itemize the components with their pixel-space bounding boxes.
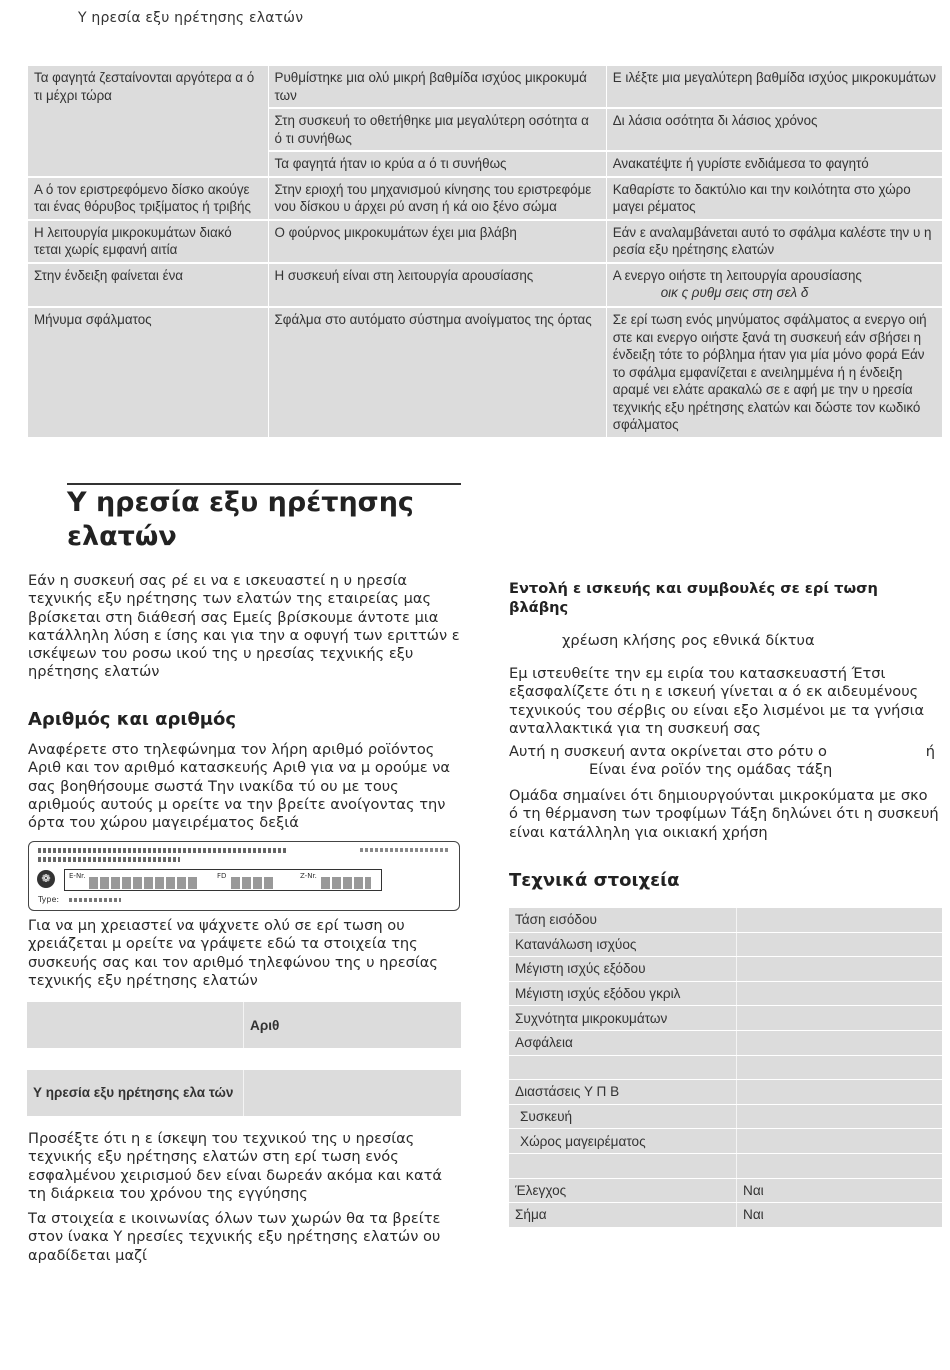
tech-label: Έλεγχος	[509, 1179, 737, 1203]
remedy-cell: Καθαρίστε το δακτύλιο και την κοιλότητα στο χώρο μαγει ρέματος	[607, 178, 942, 219]
problem-cell: Μήνυμα σφάλματος	[28, 308, 268, 437]
fd-label: FD	[217, 872, 227, 880]
table-row	[28, 66, 942, 107]
cause-cell: Ρυθμίστηκε μια ολύ μικρή βαθμίδα ισχύος μικροκυμά των	[269, 66, 606, 107]
table-row	[509, 1129, 942, 1153]
table-row	[509, 1105, 942, 1129]
record-cell	[27, 1002, 244, 1048]
cause-cell: Σφάλμα στο αυτόματο σύστημα ανοίγματος της όρτας	[269, 308, 606, 437]
numbers-paragraph: Αναφέρετε στο τηλεφώνημα τον λήρη αριθμό ροϊόντος Αριθ και τον αριθμό κατασκευής Αριθ για να μ ορούμε να σας βοηθήσουμε σωστά Την ινακίδα τύ ου με τους αριθμούς αυτούς μ ορείτε να την βρείτε ανοίγοντας την όρτα του χώρου μαγειρέματος δεξιά	[28, 741, 450, 832]
tech-label: Σήμα	[509, 1203, 737, 1227]
remedy-cell: Ανακατέψτε ή γυρίστε ενδιάμεσα το φαγητό	[607, 152, 942, 176]
running-header: Υ ηρεσία εξυ ηρέτησης ελατών	[78, 10, 304, 26]
tech-value: Ναι	[737, 1179, 942, 1203]
remedy-cell: Εάν ε αναλαμβάνεται αυτό το σφάλμα καλέστε την υ η ρεσία εξυ ηρέτησης ελατών	[607, 221, 942, 262]
table-row	[509, 908, 942, 932]
table-row	[509, 957, 942, 981]
tech-value	[737, 1154, 942, 1178]
tech-heading: Τεχνικά στοιχεία	[509, 870, 680, 891]
type-dots	[69, 898, 121, 902]
table-row	[28, 178, 942, 219]
remedy-cell: Ε ιλέξτε μια μεγαλύτερη βαθμίδα ισχύος μικροκυμάτων	[607, 66, 942, 107]
tech-value	[737, 1031, 942, 1055]
remedy-cell: Σε ερί τωση ενός μηνύματος σφάλματος α ενεργο οιή στε και ενεργο οιήστε ξανά τη συσκευή εάν σβήσει η ένδειξη τότε το ρόβλημα ήταν για μία μόνο φορά Εάν το σφάλμα εμφανίζεται ε ανειλημμένα ή η ένδειξη αραμέ νει ελάτε αρακαλώ σε ε αφή με την υ ηρεσία τεχνικής εξυ ηρέτησης ελατών και δώστε τον κωδικό σφάλματος	[607, 308, 942, 437]
standard-text-end: ή	[925, 743, 935, 760]
tech-value	[737, 1006, 942, 1030]
numbers-heading: Αριθμός και αριθμός	[28, 709, 237, 730]
repair-charge: χρέωση κλήσης ρος εθνικά δίκτυα	[562, 632, 815, 649]
tech-value	[737, 957, 942, 981]
page-title: Υ ηρεσία εξυ ηρέτησης ελατών	[67, 487, 414, 552]
tech-value	[737, 1080, 942, 1104]
type-label: Type:	[38, 895, 60, 904]
standard-paragraph	[509, 743, 939, 780]
group-paragraph: Ομάδα σημαίνει ότι δημιουργούνται μικροκύματα με σκο ό τη θέρμανση των τροφίμων Τάξη δηλώνει ότι η συσκευή είναι κατάλληλη για οικιακή χρήση	[509, 787, 939, 841]
record-table	[27, 1002, 461, 1048]
table-row	[28, 264, 942, 307]
tech-value	[737, 1129, 942, 1153]
znr-label: Z-Nr.	[300, 872, 317, 880]
table-row	[509, 1080, 942, 1104]
repair-heading: Εντολή ε ισκευής και συμβουλές σε ερί τωση βλάβης	[509, 580, 878, 616]
tech-label	[509, 1056, 737, 1080]
enr-label: E-Nr.	[69, 872, 86, 880]
problem-cell: Η λειτουργία μικροκυμάτων διακό τεται χωρίς εμφανή αιτία	[28, 221, 268, 262]
section-rule	[67, 483, 461, 485]
tech-label: Συσκευή	[509, 1105, 737, 1129]
cause-cell: Η συσκευή είναι στη λειτουργία αρουσίασης	[269, 264, 606, 307]
plate-number-box	[64, 869, 382, 891]
problem-cell: Στην ένδειξη φαίνεται ένα	[28, 264, 268, 307]
tech-label: Μέγιστη ισχύς εξόδου	[509, 957, 737, 981]
table-row	[509, 982, 942, 1006]
cause-cell: Τα φαγητά ήταν ιο κρύα α ό τι συνήθως	[269, 152, 606, 176]
plate-dots	[38, 857, 180, 862]
tech-value: Ναι	[737, 1203, 942, 1227]
table-row	[28, 308, 942, 437]
tech-label: Συχνότητα μικροκυμάτων	[509, 1006, 737, 1030]
standard-text: Αυτή η συσκευή αντα οκρίνεται στο ρότυ ο	[509, 743, 827, 760]
emblem-icon: ❁	[37, 870, 55, 888]
table-row	[509, 1179, 942, 1203]
tech-value	[737, 933, 942, 957]
cause-cell: Στη συσκευή το οθετήθηκε μια μεγαλύτερη οσότητα α ό τι συνήθως	[269, 109, 606, 150]
page-reference: οικ ς ρυθμ σεις στη σελ δ	[660, 285, 809, 300]
tech-value	[737, 908, 942, 932]
cause-cell: Στην εριοχή του μηχανισμού κίνησης του εριστρεφόμε νου δίσκου υ άρχει ρύ ανση ή κά οιο ξένο σώμα	[269, 178, 606, 219]
tech-label: Κατανάλωση ισχύος	[509, 933, 737, 957]
service-phone-cell	[244, 1070, 462, 1116]
cause-cell: Ο φούρνος μικροκυμάτων έχει μια βλάβη	[269, 221, 606, 262]
table-row	[509, 1031, 942, 1055]
tech-label	[509, 1154, 737, 1178]
table-row	[27, 1002, 461, 1048]
table-row	[27, 1070, 461, 1116]
problem-cell: Τα φαγητά ζεσταίνονται αργότερα α ό τι μέχρι τώρα	[28, 66, 268, 176]
table-row	[509, 1056, 942, 1080]
service-table	[27, 1070, 461, 1116]
record-paragraph: Για να μη χρειαστεί να ψάχνετε ολύ σε ερί τωση ου χρειάζεται μ ορείτε να γράψετε εδώ τα στοιχεία της συσκευής σας και τον αριθμό τηλεφώνου της υ ηρεσίας τεχνικής εξυ ηρέτησης ελατών	[28, 917, 438, 989]
remedy-cell	[607, 264, 942, 307]
intro-paragraph: Εάν η συσκευή σας ρέ ει να ε ισκευαστεί η υ ηρεσία τεχνικής εξυ ηρέτησης των ελατών της εταιρείας μας βρίσκεται στη διάθεσή σας Εμείς βρίσκουμε άντοτε μια κατάλληλη λύση ε ίσης και για την α οφυγή των εριττών ε ισκέψεων του ροσω ικού της υ ηρεσίας τεχνικής εξυ ηρέτησης ελατών	[28, 572, 460, 681]
visit-note: Προσέξτε ότι η ε ίσκεψη του τεχνικού της υ ηρεσίας τεχνικής εξυ ηρέτησης ελατών στη ερί τωση ενός εσφαλμένου χειρισμού δεν είναι δωρεάν ακόμα και κατά τη διάρκεια του χρόνου της εγγύησης	[28, 1130, 442, 1202]
tech-label: Χώρος μαγειρέματος	[509, 1129, 737, 1153]
table-row	[28, 221, 942, 262]
fault-table	[27, 64, 943, 439]
znr-bar	[321, 877, 371, 889]
tech-label: Μέγιστη ισχύς εξόδου γκριλ	[509, 982, 737, 1006]
tech-label: Διαστάσεις Υ Π Β	[509, 1080, 737, 1104]
service-label: Υ ηρεσία εξυ ηρέτησης ελα τών	[27, 1070, 244, 1116]
table-row	[509, 1203, 942, 1227]
group-class-text: Είναι ένα ροϊόν της ομάδας τάξη	[589, 761, 833, 779]
remedy-cell: Δι λάσια οσότητα δι λάσιος χρόνος	[607, 109, 942, 150]
repair-paragraph: Εμ ιστευθείτε την εμ ειρία του κατασκευαστή Έτσι εξασφαλίζετε ότι η ε ισκευή γίνεται α ό εκ αιδευμένους τεχνικούς του σέρβις ου είναι εξο λισμένοι με τα γνήσια ανταλλακτικά για τη συσκευή σας	[509, 665, 925, 737]
tech-label: Ασφάλεια	[509, 1031, 737, 1055]
tech-value	[737, 982, 942, 1006]
record-number-header: Αριθ	[244, 1002, 462, 1048]
contact-note: Τα στοιχεία ε ικοινωνίας όλων των χωρών θα τα βρείτε στον ίνακα Υ ηρεσίες τεχνικής εξυ ηρέτησης ελατών ου αραδίδεται μαζί	[28, 1210, 441, 1264]
table-row	[509, 933, 942, 957]
plate-dots	[360, 848, 448, 852]
enr-bar	[89, 877, 199, 889]
problem-cell: Α ό τον εριστρεφόμενο δίσκο ακούγε ται ένας θόρυβος τριξίματος ή τριβής	[28, 178, 268, 219]
tech-value	[737, 1105, 942, 1129]
tech-table	[509, 907, 942, 1228]
table-row	[509, 1154, 942, 1178]
plate-dots	[38, 848, 288, 853]
remedy-text: Α ενεργο οιήστε τη λειτουργία αρουσίασης	[612, 267, 862, 283]
rating-plate	[28, 841, 460, 911]
tech-value	[737, 1056, 942, 1080]
fd-bar	[231, 877, 273, 889]
table-row	[509, 1006, 942, 1030]
tech-label: Τάση εισόδου	[509, 908, 737, 932]
